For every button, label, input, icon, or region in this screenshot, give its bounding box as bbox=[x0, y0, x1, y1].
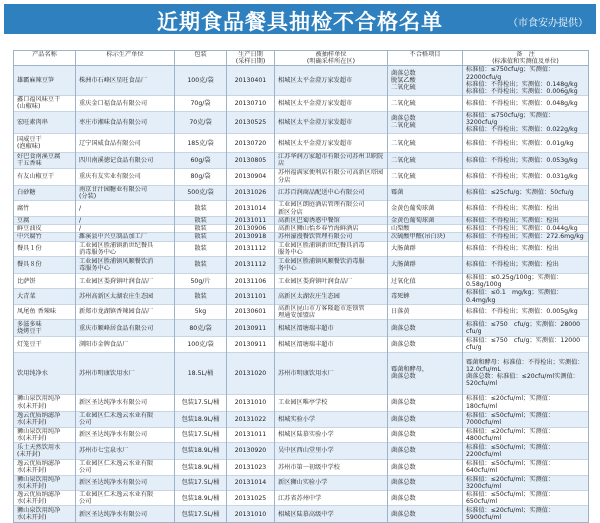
cell-packaging: 包装18.9L/桶 bbox=[175, 460, 227, 475]
table-row bbox=[14, 506, 589, 523]
cell-manufacturer: 重庆有友实业有限公司 bbox=[76, 168, 175, 185]
cell-failed-item: 次硫酸甲醛(吊白块) bbox=[388, 233, 463, 241]
cell-packaging: 散装 bbox=[175, 241, 227, 256]
cell-production-date: 20131112 bbox=[227, 241, 275, 256]
cell-packaging: 100克/袋 bbox=[175, 337, 227, 352]
cell-manufacturer: 新区圣达纯净水有限公司 bbox=[76, 394, 175, 411]
cell-packaging: 散装 bbox=[175, 217, 227, 225]
cell-remarks: 标准值：≤0.25g/100g；实测值：0.58g/100g bbox=[463, 274, 589, 289]
cell-product-name: 狮山泉饮用纯净 水(未开封) bbox=[14, 475, 76, 490]
cell-product-name: 宏旺素肉串 bbox=[14, 111, 76, 134]
cell-production-date: 20130401 bbox=[227, 66, 275, 96]
cell-sampled-unit: 江苏省苏州中学 bbox=[275, 490, 388, 505]
cell-production-date: 20131112 bbox=[227, 257, 275, 274]
cell-failed-item: 毒死蜱 bbox=[388, 289, 463, 304]
cell-remarks: 标准值：≤20cfu/ml；实测值：3200cfu/ml bbox=[463, 475, 589, 490]
table-row bbox=[14, 66, 589, 96]
cell-sampled-unit: 工业园区娄葑镇叶润食品厂 bbox=[275, 274, 388, 289]
cell-manufacturer: 重庆金口福食品有限公司 bbox=[76, 96, 175, 111]
cell-manufacturer: 辽宁国威食品有限公司 bbox=[76, 134, 175, 153]
cell-manufacturer: 工业园区娄葑镇叶润食品厂 bbox=[76, 274, 175, 289]
cell-production-date: 20130601 bbox=[227, 304, 275, 319]
table-row bbox=[14, 225, 589, 233]
table-row bbox=[14, 257, 589, 274]
column-header-manufacturer: 标示生产单位 bbox=[76, 51, 175, 66]
cell-manufacturer: 濉溪县中兴豆制品加工厂 bbox=[76, 233, 175, 241]
cell-production-date: 20131010 bbox=[227, 506, 275, 523]
cell-sampled-unit: 相城区陆慕高级中学 bbox=[275, 506, 388, 523]
cell-sampled-unit: 江苏华润万家超市有限公司苏州卫职院店 bbox=[275, 153, 388, 168]
cell-failed-item: 菌落总数 bbox=[388, 411, 463, 427]
cell-failed-item: 大肠菌群 bbox=[388, 257, 463, 274]
cell-sampled-unit: 相城区太平金澄万家发超市 bbox=[275, 96, 388, 111]
cell-manufacturer: / bbox=[76, 201, 175, 217]
cell-remarks: 标准值：不得检出；实测值：272.6mg/kg bbox=[463, 233, 589, 241]
cell-manufacturer: 苏州高新区太湖农庄生态园 bbox=[76, 289, 175, 304]
cell-production-date: 20131023 bbox=[227, 460, 275, 475]
cell-sampled-unit: 苏州福满家便利店有限公司高新区塔园分店 bbox=[275, 168, 388, 185]
table-row bbox=[14, 111, 589, 134]
unqualified-food-table bbox=[13, 50, 589, 523]
cell-failed-item: 菌落总数 脱氢乙酸 二氧化硫 bbox=[388, 66, 463, 96]
table-row bbox=[14, 185, 589, 200]
cell-failed-item: 菌落总数 bbox=[388, 337, 463, 352]
table-row bbox=[14, 274, 589, 289]
table-row bbox=[14, 168, 589, 185]
cell-remarks: 标准值：不得检出；实测值：检出 bbox=[463, 217, 589, 225]
cell-failed-item: 大肠菌群 bbox=[388, 241, 463, 256]
cell-manufacturer: 株洲市石峰区星旺食品厂 bbox=[76, 66, 175, 96]
cell-failed-item: 金黄色葡萄球菌 bbox=[388, 201, 463, 217]
cell-failed-item: 霉菌 bbox=[388, 185, 463, 200]
cell-packaging: 500克/袋 bbox=[175, 185, 227, 200]
cell-product-name: 多滋多味 烧烤豆干 bbox=[14, 320, 76, 337]
table-row bbox=[14, 304, 589, 319]
cell-product-name: 凤尾鱼 香辣味 bbox=[14, 304, 76, 319]
cell-production-date: 20130805 bbox=[227, 153, 275, 168]
cell-product-name: 逸云优质纳滤净 水(未开封) bbox=[14, 460, 76, 475]
source-note: （市食安办提供） bbox=[508, 18, 588, 29]
title-banner bbox=[4, 4, 596, 34]
cell-product-name: 国威豆干 (泡椒味) bbox=[14, 134, 76, 153]
cell-remarks: 标准值：≤20cfu/ml；实测值：180cfu/ml bbox=[463, 394, 589, 411]
cell-product-name: 大青菜 bbox=[14, 289, 76, 304]
cell-failed-item: 过氧化值 bbox=[388, 274, 463, 289]
cell-production-date: 20131101 bbox=[227, 289, 275, 304]
cell-production-date: 20130911 bbox=[227, 320, 275, 337]
cell-sampled-unit: 相城区太平金澄万家发超市 bbox=[275, 111, 388, 134]
cell-packaging: 80g/袋 bbox=[175, 168, 227, 185]
cell-packaging: 散装 bbox=[175, 233, 227, 241]
cell-packaging: 包装17.5L/桶 bbox=[175, 394, 227, 411]
cell-sampled-unit: 高新区昆山市万客隆超市连锁管 理通安加盟店 bbox=[275, 304, 388, 319]
cell-sampled-unit: 工业园区唯亭学校 bbox=[275, 394, 388, 411]
cell-manufacturer: 新区圣达纯净水有限公司 bbox=[76, 475, 175, 490]
cell-production-date: 20130911 bbox=[227, 337, 275, 352]
cell-remarks: 标准值：不得检出；实测值：检出 bbox=[463, 241, 589, 256]
cell-production-date: 20131025 bbox=[227, 490, 275, 505]
cell-remarks: 标准值：不得检出；实测值：0.048g/kg bbox=[463, 96, 589, 111]
cell-failed-item: 菌落总数 bbox=[388, 475, 463, 490]
cell-remarks: 标准值：≤50cfu/ml；实测值：7000cfu/ml bbox=[463, 411, 589, 427]
cell-sampled-unit: 苏州市明康饮用水厂 bbox=[275, 352, 388, 394]
cell-failed-item: 霉菌和酵母， 菌落总数 bbox=[388, 352, 463, 394]
cell-packaging: 散装 bbox=[175, 225, 227, 233]
table-row bbox=[14, 411, 589, 427]
cell-product-name: 中兴腐竹 bbox=[14, 233, 76, 241]
cell-manufacturer: 工业园区仁禾逸云水业有限 公司 bbox=[76, 411, 175, 427]
cell-product-name: 豆腐 bbox=[14, 217, 76, 225]
cell-remarks: 标准值：≤750cfu/g；实测值：22000cfu/g 标准值：不得检出；实测值：0.148g/kg 标准值：不得检出；实测值：0.006g/kg bbox=[463, 66, 589, 96]
table-row bbox=[14, 320, 589, 337]
cell-manufacturer: 工业园区胜浦镇新世纪餐具 消毒服务中心 bbox=[76, 241, 175, 256]
cell-remarks: 标准值：不得检出；实测值：0.044g/kg bbox=[463, 225, 589, 233]
cell-production-date: 20131010 bbox=[227, 394, 275, 411]
cell-remarks: 标准值：≤50cfu/ml；实测值：650cfu/ml bbox=[463, 490, 589, 505]
cell-packaging: 散装 bbox=[175, 257, 227, 274]
cell-failed-item: 日落黄 bbox=[388, 304, 463, 319]
cell-product-name: 餐具１份 bbox=[14, 241, 76, 256]
cell-manufacturer: 浏阳市金牌食品厂 bbox=[76, 337, 175, 352]
cell-packaging: 185克/袋 bbox=[175, 134, 227, 153]
cell-failed-item: 菌落总数 bbox=[388, 427, 463, 442]
cell-manufacturer: / bbox=[76, 225, 175, 233]
cell-packaging: 包装17.5L/桶 bbox=[175, 506, 227, 523]
table-row bbox=[14, 337, 589, 352]
cell-failed-item: 菌落总数 bbox=[388, 443, 463, 460]
table-row bbox=[14, 460, 589, 475]
cell-manufacturer: 工业园区仁禾逸云水业有限 公司 bbox=[76, 490, 175, 505]
cell-remarks: 标准值：≤50cfu/ml；实测值：640cfu/ml bbox=[463, 460, 589, 475]
cell-sampled-unit: 苏州濠漫餐饮管理有限公司 bbox=[275, 233, 388, 241]
cell-manufacturer: 新区圣达纯净水有限公司 bbox=[76, 506, 175, 523]
cell-production-date: 20131026 bbox=[227, 185, 275, 200]
cell-product-name: 乐士天然饮用水 (未开封) bbox=[14, 443, 76, 460]
cell-manufacturer: 重庆市顺峰居食品有限公司 bbox=[76, 320, 175, 337]
cell-packaging: 包装17.5L/桶 bbox=[175, 427, 227, 442]
cell-production-date: 20130918 bbox=[227, 233, 275, 241]
cell-sampled-unit: 相城区渭塘瑞丰超市 bbox=[275, 320, 388, 337]
cell-product-name: 好巴食南溪豆腐 干五香味 bbox=[14, 153, 76, 168]
cell-remarks: 标准值：不得检出；实测值：0.005g/kg bbox=[463, 304, 589, 319]
cell-remarks: 标准值：不得检出；实测值：0.01g/kg bbox=[463, 134, 589, 153]
cell-packaging: 包装18.9L/桶 bbox=[175, 443, 227, 460]
cell-manufacturer: / bbox=[76, 217, 175, 225]
cell-sampled-unit: 江苏百润商品配送中心有限公司 bbox=[275, 185, 388, 200]
cell-product-name: 腐竹 bbox=[14, 201, 76, 217]
cell-failed-item: 菌落总数 bbox=[388, 490, 463, 505]
cell-remarks: 标准值：≤25cfu/g；实测值：50cfu/g bbox=[463, 185, 589, 200]
cell-sampled-unit: 相城区渭塘瑞丰超市 bbox=[275, 337, 388, 352]
cell-sampled-unit: 相城实验小学 bbox=[275, 411, 388, 427]
cell-remarks: 标准值：≤750 cfu/g；实测值：12000 cfu/g bbox=[463, 337, 589, 352]
cell-product-name: 灯笼豆干 bbox=[14, 337, 76, 352]
cell-production-date: 20130525 bbox=[227, 111, 275, 134]
cell-packaging: 散装 bbox=[175, 201, 227, 217]
table-row bbox=[14, 201, 589, 217]
table-header-row bbox=[14, 51, 589, 66]
column-header-sampled-unit: 被抽样单位 (明确采样所在区) bbox=[275, 51, 388, 66]
cell-sampled-unit: 苏州市第一初级中学校 bbox=[275, 460, 388, 475]
cell-manufacturer: 枣庄市湘味食品有限公司 bbox=[76, 111, 175, 134]
cell-product-name: 有友山椒豆干 bbox=[14, 168, 76, 185]
cell-product-name: 比萨饼 bbox=[14, 274, 76, 289]
cell-product-name: 狮山泉饮用纯净 水(未开封) bbox=[14, 506, 76, 523]
cell-failed-item: 二氧化硫 bbox=[388, 153, 463, 168]
column-header-packaging: 包装 bbox=[175, 51, 227, 66]
table-row bbox=[14, 96, 589, 111]
cell-product-name: 餐具８份 bbox=[14, 257, 76, 274]
cell-production-date: 20130710 bbox=[227, 96, 275, 111]
cell-production-date: 20131020 bbox=[227, 352, 275, 394]
cell-packaging: 18.5L/桶 bbox=[175, 352, 227, 394]
cell-manufacturer: 新区圣达纯净水有限公司 bbox=[76, 427, 175, 442]
cell-sampled-unit: 高新区巴蜀诱惑中餐馆 bbox=[275, 217, 388, 225]
cell-failed-item: 金黄色葡萄球菌 bbox=[388, 217, 463, 225]
cell-production-date: 20131014 bbox=[227, 475, 275, 490]
cell-sampled-unit: 相城区太平金澄万家发超市 bbox=[275, 134, 388, 153]
cell-remarks: 标准值：≤0.1 mg/kg；实测值：0.4mg/kg bbox=[463, 289, 589, 304]
cell-production-date: 20130906 bbox=[227, 225, 275, 233]
cell-packaging: 包装18.9L/桶 bbox=[175, 411, 227, 427]
cell-product-name: 饮用纯净水 bbox=[14, 352, 76, 394]
cell-production-date: 20130920 bbox=[227, 443, 275, 460]
cell-product-name: 鑫口福风味豆干 (山椒味) bbox=[14, 96, 76, 111]
cell-sampled-unit: 工业园区胜浦镇新世纪餐具消毒 服务中心 bbox=[275, 241, 388, 256]
page-title: 近期食品餐具抽检不合格名单 bbox=[157, 10, 443, 34]
cell-manufacturer: 南京甘汁园糖业有限公司 (分装) bbox=[76, 185, 175, 200]
cell-production-date: 20131106 bbox=[227, 274, 275, 289]
cell-packaging: 60g/袋 bbox=[175, 153, 227, 168]
cell-packaging: 70g/袋 bbox=[175, 96, 227, 111]
column-header-production-date: 生产日期 (采样日期) bbox=[227, 51, 275, 66]
table-row bbox=[14, 153, 589, 168]
table-row bbox=[14, 289, 589, 304]
cell-remarks: 标准值：≤20cfu/ml；实测值：5900cfu/ml bbox=[463, 506, 589, 523]
column-header-product-name: 产品名称 bbox=[14, 51, 76, 66]
cell-production-date: 20131011 bbox=[227, 217, 275, 225]
cell-sampled-unit: 高新区太湖农庄生态园 bbox=[275, 289, 388, 304]
cell-remarks: 霉菌和酵母：标准值：不得检出；实测值：12.0cfu/mL 菌落总数：标准值：≤20cfu/ml实测值：520cfu/ml bbox=[463, 352, 589, 394]
cell-manufacturer: 新郑市龙湖镇香辣园食品厂 bbox=[76, 304, 175, 319]
cell-remarks: 标准值：不得检出；实测值：检出 bbox=[463, 201, 589, 217]
cell-sampled-unit: 相城区太平金澄万家发超市 bbox=[275, 66, 388, 96]
cell-production-date: 20130720 bbox=[227, 134, 275, 153]
column-header-remarks: 备 注 (标准值和实测值及单位) bbox=[463, 51, 589, 66]
table-row bbox=[14, 443, 589, 460]
cell-sampled-unit: 相城区陆慕实验小学 bbox=[275, 427, 388, 442]
cell-sampled-unit: 工业园区胜浦镇风顺餐饮消毒服 务中心 bbox=[275, 257, 388, 274]
cell-product-name: 雄霸麻辣豆笋 bbox=[14, 66, 76, 96]
table-row bbox=[14, 217, 589, 225]
table-row bbox=[14, 394, 589, 411]
cell-failed-item: 菌落总数 bbox=[388, 394, 463, 411]
cell-sampled-unit: 工业园区朗庭酒店管理有限公司 新区分店 bbox=[275, 201, 388, 217]
cell-product-name: 狮山泉饮用纯净 水(未开封) bbox=[14, 427, 76, 442]
table-row bbox=[14, 490, 589, 505]
cell-packaging: 散装 bbox=[175, 289, 227, 304]
cell-product-name: 鲜豆油皮 bbox=[14, 225, 76, 233]
cell-failed-item: 菌落总数 bbox=[388, 320, 463, 337]
column-header-failed-item: 不合格项目 bbox=[388, 51, 463, 66]
cell-packaging: 包装17.5L/桶 bbox=[175, 475, 227, 490]
cell-manufacturer: 苏州市七宝泉水厂 bbox=[76, 443, 175, 460]
cell-production-date: 20131011 bbox=[227, 427, 275, 442]
cell-remarks: 标准值：不得检出；实测值：检出 bbox=[463, 257, 589, 274]
cell-production-date: 20131022 bbox=[227, 411, 275, 427]
cell-remarks: 标准值：≤20cfu/ml；实测值：4800cfu/ml bbox=[463, 427, 589, 442]
cell-sampled-unit: 高新区狮山怡乡春竹海鲜酒店 bbox=[275, 225, 388, 233]
cell-packaging: 70克/袋 bbox=[175, 111, 227, 134]
table-row bbox=[14, 241, 589, 256]
cell-production-date: 20130904 bbox=[227, 168, 275, 185]
cell-failed-item: 菌落总数 bbox=[388, 506, 463, 523]
cell-remarks: 标准值：不得检出；实测值：0.053g/kg bbox=[463, 153, 589, 168]
cell-failed-item: 菌落总数 二氧化硫 bbox=[388, 111, 463, 134]
cell-remarks: 标准值：≤750 cfu/g；实测值：28000 cfu/g bbox=[463, 320, 589, 337]
cell-packaging: 100克/袋 bbox=[175, 66, 227, 96]
cell-manufacturer: 四川南溪徳记食品有限公司 bbox=[76, 153, 175, 168]
cell-product-name: 逸云优质纳滤净 水(未开封) bbox=[14, 411, 76, 427]
cell-failed-item: 菌落总数 bbox=[388, 460, 463, 475]
cell-product-name: 狮山泉饮用纯净 水(未开封) bbox=[14, 394, 76, 411]
cell-remarks: 标准值：不得检出；实测值：0.031g/kg bbox=[463, 168, 589, 185]
cell-failed-item: 二氧化硫 bbox=[388, 96, 463, 111]
cell-sampled-unit: 吴中区西山堂里小学 bbox=[275, 443, 388, 460]
cell-production-date: 20131014 bbox=[227, 201, 275, 217]
cell-sampled-unit: 新区狮山实验小学 bbox=[275, 475, 388, 490]
table-row bbox=[14, 134, 589, 153]
cell-product-name: 白砂糖 bbox=[14, 185, 76, 200]
cell-packaging: 80克/袋 bbox=[175, 320, 227, 337]
cell-remarks: 标准值：≤750cfu/g；实测值：3200cfu/g 标准值：不得检出；实测值：0.022g/kg bbox=[463, 111, 589, 134]
cell-packaging: 50g/片 bbox=[175, 274, 227, 289]
cell-manufacturer: 苏州市明康饮用水厂 bbox=[76, 352, 175, 394]
cell-manufacturer: 工业园区仁禾逸云水业有限 公司 bbox=[76, 460, 175, 475]
cell-failed-item: 山梨酸 bbox=[388, 225, 463, 233]
cell-packaging: 包装18.9L/桶 bbox=[175, 490, 227, 505]
table-row bbox=[14, 352, 589, 394]
cell-packaging: 5kg bbox=[175, 304, 227, 319]
cell-remarks: 标准值：≤50cfu/ml；实测值：2200cfu/ml bbox=[463, 443, 589, 460]
cell-product-name: 逸云优质纳滤净 水(未开封) bbox=[14, 490, 76, 505]
cell-manufacturer: 工业园区胜浦镇风顺餐饮消 毒服务中心 bbox=[76, 257, 175, 274]
table-row bbox=[14, 233, 589, 241]
cell-failed-item: 二氧化硫 bbox=[388, 134, 463, 153]
table-row bbox=[14, 427, 589, 442]
cell-failed-item: 二氧化硫 bbox=[388, 168, 463, 185]
